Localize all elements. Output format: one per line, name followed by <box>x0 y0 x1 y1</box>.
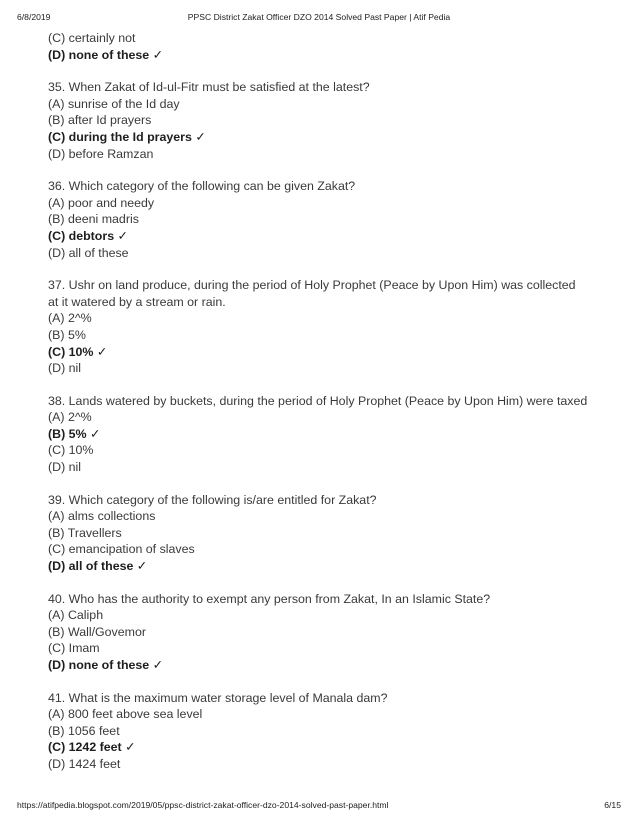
q40-option-c: (C) Imam <box>48 641 100 656</box>
q40-option-a: (A) Caliph <box>48 608 104 623</box>
q41-option-d: (D) 1424 feet <box>48 756 121 771</box>
q37-option-b: (B) 5% <box>48 327 86 342</box>
option-c-prev: (C) certainly not <box>48 31 136 45</box>
q36-option-d: (D) all of these <box>48 245 129 260</box>
q35-option-a: (A) sunrise of the Id day <box>48 96 180 111</box>
q36-option-b: (B) deeni madris <box>48 212 139 227</box>
q38-option-b-correct: (B) 5% ✓ <box>48 426 101 441</box>
q37-option-d: (D) nil <box>48 361 82 376</box>
footer-page-number: 6/15 <box>604 800 621 810</box>
q35-option-d: (D) before Ramzan <box>48 146 154 161</box>
question-36: 36. Which category of the following can be given Zakat? <box>48 179 356 194</box>
q37-option-c-correct: (C) 10% ✓ <box>48 344 108 359</box>
page-footer <box>17 800 621 812</box>
q40-option-b: (B) Wall/Govemor <box>48 624 146 639</box>
header-title: PPSC District Zakat Officer DZO 2014 Solved Past Paper | Atif Pedia <box>187 12 451 22</box>
q35-option-c-correct: (C) during the Id prayers ✓ <box>48 129 206 144</box>
question-40: 40. Who has the authority to exempt any person from Zakat, In an Islamic State? <box>48 591 491 606</box>
q35-option-b: (B) after Id prayers <box>48 113 152 128</box>
header-date: 6/8/2019 <box>17 12 51 22</box>
q36-option-a: (A) poor and needy <box>48 195 155 210</box>
q41-option-b: (B) 1056 feet <box>48 723 120 738</box>
footer-url[interactable]: https://atifpedia.blogspot.com/2019/05/ppsc-district-zakat-officer-dzo-2014-solved-past-paper.html <box>17 800 389 810</box>
q40-option-d-correct: (D) none of these ✓ <box>48 658 164 672</box>
question-41: 41. What is the maximum water storage level of Manala dam? <box>48 690 388 705</box>
q39-option-c: (C) emancipation of slaves <box>48 542 195 557</box>
q39-option-b: (B) Travellers <box>48 525 122 540</box>
q39-option-a: (A) alms collections <box>48 509 156 524</box>
q37-option-a: (A) 2^% <box>48 311 92 326</box>
question-39: 39. Which category of the following is/are entitled for Zakat? <box>48 492 377 507</box>
q41-option-a: (A) 800 feet above sea level <box>48 707 203 722</box>
q36-option-c-correct: (C) debtors ✓ <box>48 228 128 243</box>
option-d-prev-correct: (D) none of these ✓ <box>48 47 164 62</box>
q38-option-a: (A) 2^% <box>48 410 92 425</box>
quiz-content <box>48 30 588 773</box>
q38-option-c: (C) 10% <box>48 443 94 458</box>
question-38: 38. Lands watered by buckets, during the period of Holy Prophet (Peace by Upon Him) were taxed <box>48 393 588 408</box>
q39-option-d-correct: (D) all of these ✓ <box>48 559 148 574</box>
page-header <box>17 12 621 24</box>
q38-option-d: (D) nil <box>48 460 82 475</box>
q41-option-c-correct: (C) 1242 feet ✓ <box>48 740 136 755</box>
question-35: 35. When Zakat of Id-ul-Fitr must be satisfied at the latest? <box>48 80 370 95</box>
question-37: 37. Ushr on land produce, during the period of Holy Prophet (Peace by Upon Him) was collected at it watered by a stream or rain. <box>48 278 576 309</box>
